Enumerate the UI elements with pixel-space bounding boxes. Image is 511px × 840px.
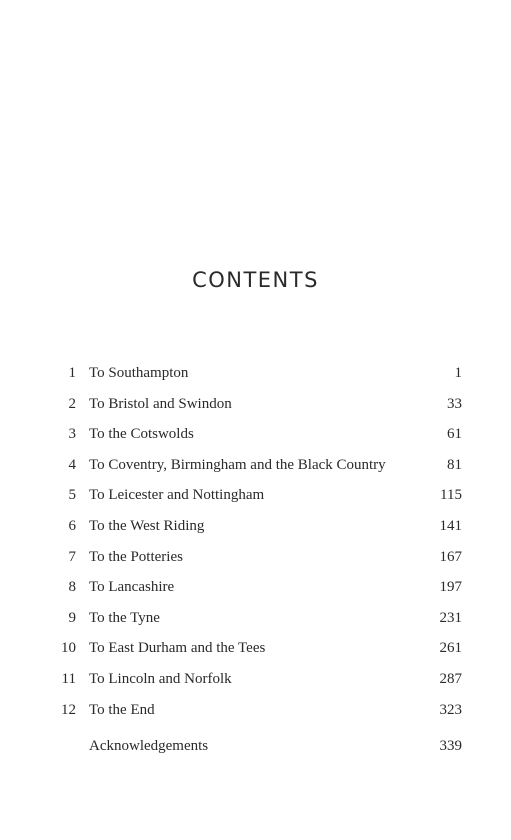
table-of-contents (56, 358, 462, 725)
toc-row (56, 542, 462, 573)
toc-row-acknowledgements (56, 731, 462, 761)
back-matter-title: Acknowledgements (89, 738, 209, 754)
chapter-title: To Lancashire (89, 579, 175, 596)
chapter-page: 33 (447, 395, 462, 412)
chapter-number: 6 (68, 517, 76, 534)
chapter-title: To the End (89, 701, 155, 718)
chapter-title: To the Tyne (89, 609, 160, 626)
toc-row (56, 511, 462, 542)
chapter-page: 1 (454, 365, 462, 381)
chapter-title: To Southampton (89, 365, 189, 381)
page-title: CONTENTS (192, 268, 319, 292)
chapter-title: To the Potteries (89, 548, 183, 565)
toc-row (56, 695, 462, 726)
chapter-number: 3 (68, 426, 76, 443)
toc-row (56, 450, 462, 481)
chapter-page: 141 (439, 517, 462, 534)
chapter-page: 81 (447, 456, 462, 473)
chapter-number: 5 (68, 487, 76, 504)
chapter-number: 2 (68, 395, 76, 412)
chapter-title: To Lincoln and Norfolk (89, 670, 232, 687)
chapter-number: 12 (61, 701, 76, 718)
chapter-number: 10 (61, 640, 76, 657)
toc-row (56, 603, 462, 634)
chapter-page: 61 (447, 426, 462, 443)
chapter-title: To the West Riding (89, 517, 205, 534)
back-matter-page: 339 (439, 738, 462, 754)
chapter-number: 8 (68, 579, 76, 596)
chapter-page: 167 (439, 548, 462, 565)
chapter-number: 11 (61, 670, 76, 687)
chapter-number: 9 (68, 609, 76, 626)
chapter-page: 323 (439, 701, 462, 718)
toc-row (56, 664, 462, 695)
chapter-title: To the Cotswolds (89, 426, 194, 443)
chapter-title: To Coventry, Birmingham and the Black Country (89, 456, 386, 473)
chapter-number: 1 (68, 365, 76, 381)
toc-row (56, 633, 462, 664)
chapter-page: 197 (439, 579, 462, 596)
chapter-number: 7 (68, 548, 76, 565)
toc-row (56, 358, 462, 389)
chapter-title: To East Durham and the Tees (89, 640, 266, 657)
chapter-page: 287 (439, 670, 462, 687)
chapter-page: 231 (439, 609, 462, 626)
chapter-number: 4 (68, 456, 76, 473)
chapter-title: To Bristol and Swindon (89, 395, 232, 412)
chapter-page: 261 (439, 640, 462, 657)
chapter-title: To Leicester and Nottingham (89, 487, 265, 504)
toc-row (56, 419, 462, 450)
toc-row (56, 572, 462, 603)
toc-row (56, 480, 462, 511)
chapter-page: 115 (440, 487, 462, 504)
toc-row (56, 389, 462, 420)
